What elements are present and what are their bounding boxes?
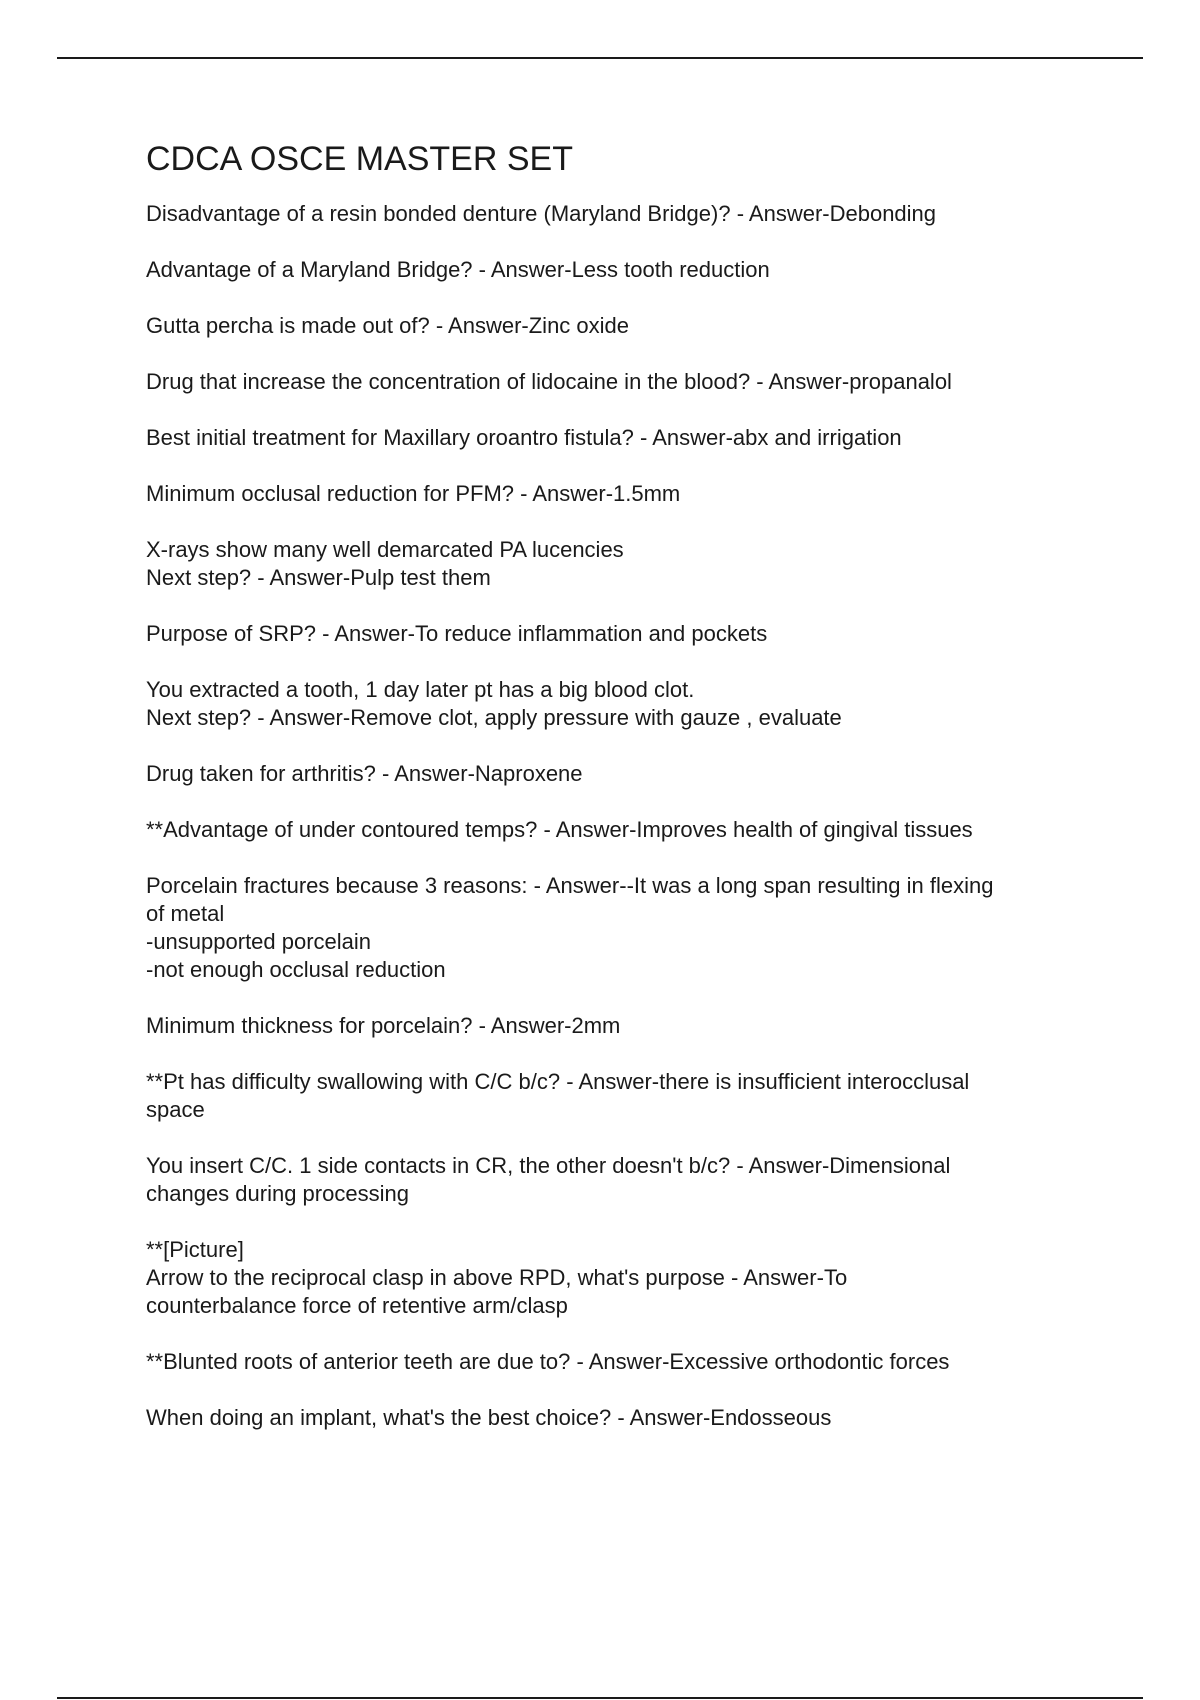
qa-item-1: Disadvantage of a resin bonded denture (Maryland Bridge)? - Answer-Debonding: [146, 200, 937, 226]
document-title: CDCA OSCE MASTER SET: [146, 140, 573, 178]
qa-item-10: Drug taken for arthritis? - Answer-Naproxene: [146, 760, 583, 786]
qa-item-13: Minimum thickness for porcelain? - Answer-2mm: [146, 1012, 621, 1038]
qa-item-17: **Blunted roots of anterior teeth are due to? - Answer-Excessive orthodontic forces: [146, 1348, 950, 1374]
qa-item-8: Purpose of SRP? - Answer-To reduce inflammation and pockets: [146, 620, 768, 646]
qa-item-11: **Advantage of under contoured temps? - Answer-Improves health of gingival tissues: [146, 816, 973, 842]
qa-item-5: Best initial treatment for Maxillary oroantro fistula? - Answer-abx and irrigation: [146, 424, 902, 450]
qa-list: [146, 200, 1096, 1432]
qa-item-18: When doing an implant, what's the best choice? - Answer-Endosseous: [146, 1404, 832, 1430]
qa-item-14: **Pt has difficulty swallowing with C/C b/c? - Answer-there is insufficient interocclusal space: [146, 1068, 970, 1122]
qa-item-6: Minimum occlusal reduction for PFM? - Answer-1.5mm: [146, 480, 681, 506]
document-body: [146, 138, 1096, 1460]
top-divider: [57, 57, 1143, 59]
qa-item-3: Gutta percha is made out of? - Answer-Zinc oxide: [146, 312, 630, 338]
qa-item-7: X-rays show many well demarcated PA lucencies Next step? - Answer-Pulp test them: [146, 536, 624, 590]
qa-item-9: You extracted a tooth, 1 day later pt has a big blood clot. Next step? - Answer-Remove clot, apply pressure with gauze , evaluate: [146, 676, 842, 730]
qa-item-15: You insert C/C. 1 side contacts in CR, the other doesn't b/c? - Answer-Dimensional changes during processing: [146, 1152, 951, 1206]
qa-item-12: Porcelain fractures because 3 reasons: - Answer--It was a long span resulting in flexing of metal -unsupported porcelain -not enough occlusal reduction: [146, 872, 994, 982]
bottom-divider: [57, 1697, 1143, 1699]
qa-item-2: Advantage of a Maryland Bridge? - Answer-Less tooth reduction: [146, 256, 770, 282]
qa-item-4: Drug that increase the concentration of lidocaine in the blood? - Answer-propanalol: [146, 368, 952, 394]
qa-item-16: **[Picture] Arrow to the reciprocal clasp in above RPD, what's purpose - Answer-To counterbalance force of retentive arm/clasp: [146, 1236, 848, 1318]
